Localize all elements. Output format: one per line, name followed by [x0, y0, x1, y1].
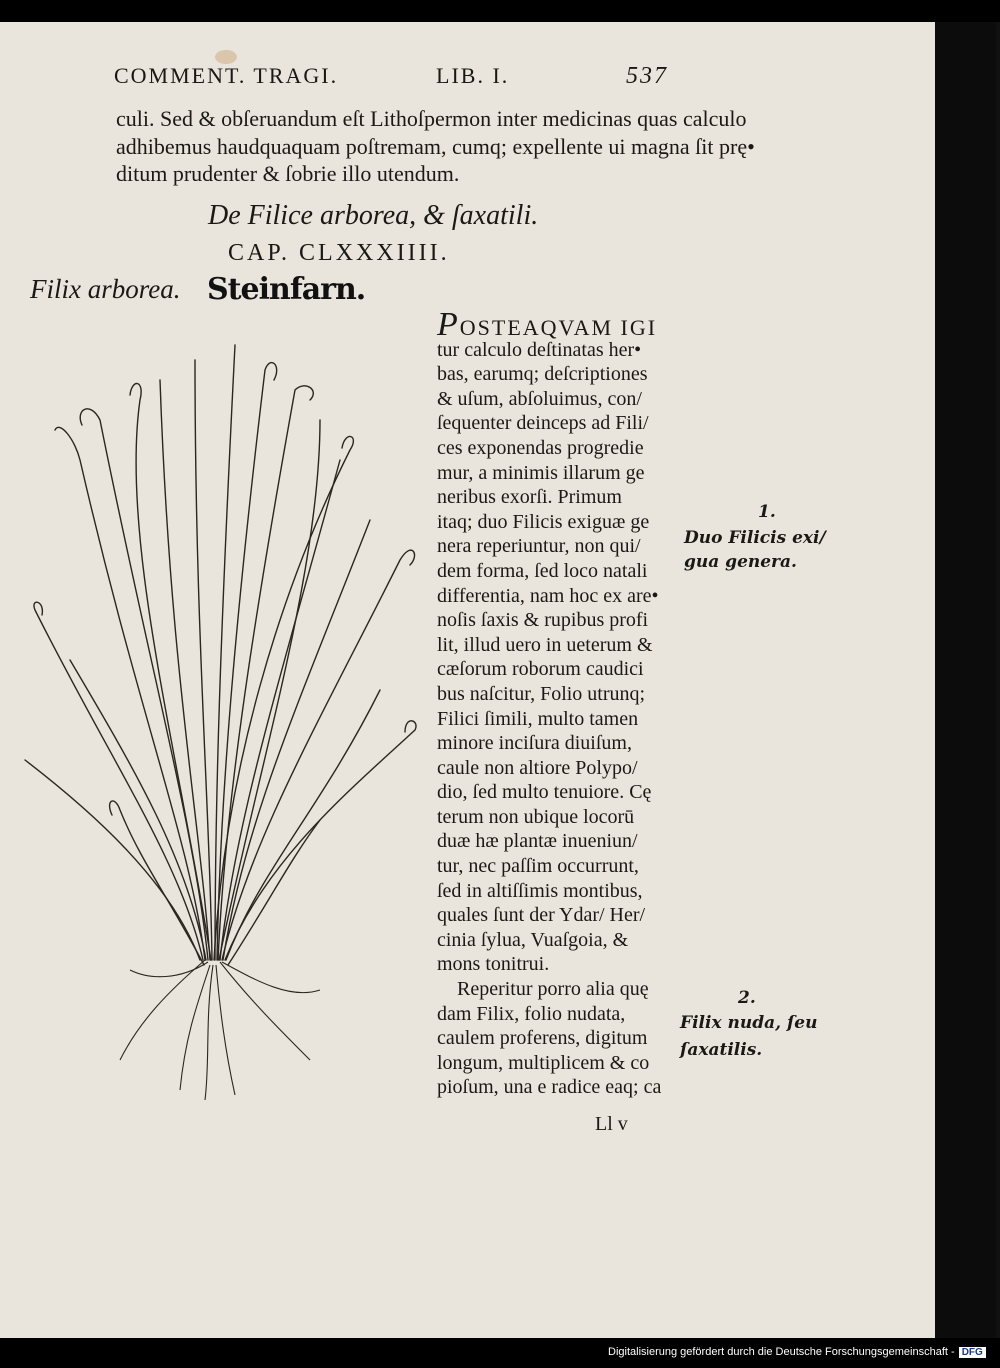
body-line: ſed in altiſſimis montibus, [437, 879, 643, 902]
margin-note-number: 1. [758, 502, 776, 522]
running-header [114, 63, 674, 95]
body-line: nera reperiuntur, non qui/ [437, 535, 641, 558]
body-line: mons tonitrui. [437, 953, 550, 976]
body-line: tur calculo deſtinatas her• [437, 338, 642, 361]
body-line: bus naſcitur, Folio utrunq; [437, 682, 646, 705]
body-text-column [437, 306, 687, 1100]
header-middle: LIB. I. [436, 63, 510, 88]
margin-note: gua genera. [684, 552, 797, 572]
dfg-logo: DFG [959, 1347, 986, 1358]
chapter-number: CAP. CLXXXIIII. [228, 240, 450, 266]
body-line: longum, multiplicem & co [437, 1051, 650, 1074]
signature-mark: Ll v [595, 1113, 628, 1135]
body-line: Reperitur porro alia quę [457, 978, 649, 1001]
body-line: & uſum, abſoluimus, con/ [437, 387, 642, 410]
body-first-line-rest: OSTEAQVAM IGI [459, 315, 658, 340]
german-name: Steinfarn. [207, 272, 366, 307]
margin-note: Duo Filicis exi/ [684, 528, 826, 548]
margin-note: ſaxatilis. [680, 1040, 763, 1060]
body-line: caule non altiore Polypo/ [437, 756, 638, 779]
body-line: minore inciſura diuiſum, [437, 732, 632, 755]
footer-text: Digitalisierung gefördert durch die Deutsche Forschungsgemeinschaft - [608, 1346, 955, 1358]
body-line: pioſum, una e radice eaq; ca [437, 1076, 662, 1099]
intro-line: ditum prudenter & ſobrie illo utendum. [116, 161, 460, 186]
body-line: terum non ubique locorū [437, 805, 635, 828]
body-line: cinia ſylua, Vuaſgoia, & [437, 928, 629, 951]
body-line: tur, nec paſſim occurrunt, [437, 855, 639, 878]
body-line: quales ſunt der Ydar/ Her/ [437, 904, 646, 927]
body-line: dio, ſed multo tenuiore. Cę [437, 781, 652, 804]
drop-cap: P [437, 306, 460, 343]
body-first-line [437, 306, 687, 343]
intro-line: adhibemus haudquaquam poſtremam, cumq; expellente ui magna ſit prę• [116, 134, 755, 159]
side-label: Filix arborea. [30, 274, 181, 304]
body-line: differentia, nam hoc ex are• [437, 584, 659, 607]
fern-woodcut-illustration [20, 340, 420, 1100]
margin-note: Filix nuda, ſeu [680, 1013, 818, 1033]
footer-credit [608, 1346, 986, 1358]
body-line: ces exponendas progredie [437, 436, 644, 459]
body-line: duæ hæ plantæ inueniun/ [437, 830, 638, 853]
body-line: caulem proferens, digitum [437, 1027, 648, 1050]
body-line: neribus exorſi. Primum [437, 486, 622, 509]
page-edge [935, 22, 1000, 1338]
margin-note-number: 2. [738, 988, 756, 1008]
chapter-title: De Filice arborea, & ſaxatili. [208, 200, 539, 231]
body-line: lit, illud uero in ueterum & [437, 633, 653, 656]
body-line: itaq; duo Filicis exiguæ ge [437, 510, 650, 533]
body-line: ſequenter deinceps ad Fili/ [437, 412, 649, 435]
edge-strip [996, 22, 1000, 1338]
body-line: dem forma, ſed loco natali [437, 559, 648, 582]
paper-stain [215, 50, 237, 64]
body-line: noſis ſaxis & rupibus profi [437, 609, 649, 632]
header-left: COMMENT. TRAGI. [114, 63, 339, 88]
page-number: 537 [626, 63, 668, 89]
body-line: bas, earumq; deſcriptiones [437, 363, 648, 386]
body-line: mur, a minimis illarum ge [437, 461, 645, 484]
intro-line: culi. Sed & obſeruandum eſt Lithoſpermon inter medicinas quas calculo [116, 106, 747, 131]
body-line: Filici ſimili, multo tamen [437, 707, 639, 730]
body-line: cæſorum roborum caudici [437, 658, 644, 681]
body-line: dam Filix, folio nudata, [437, 1002, 626, 1025]
